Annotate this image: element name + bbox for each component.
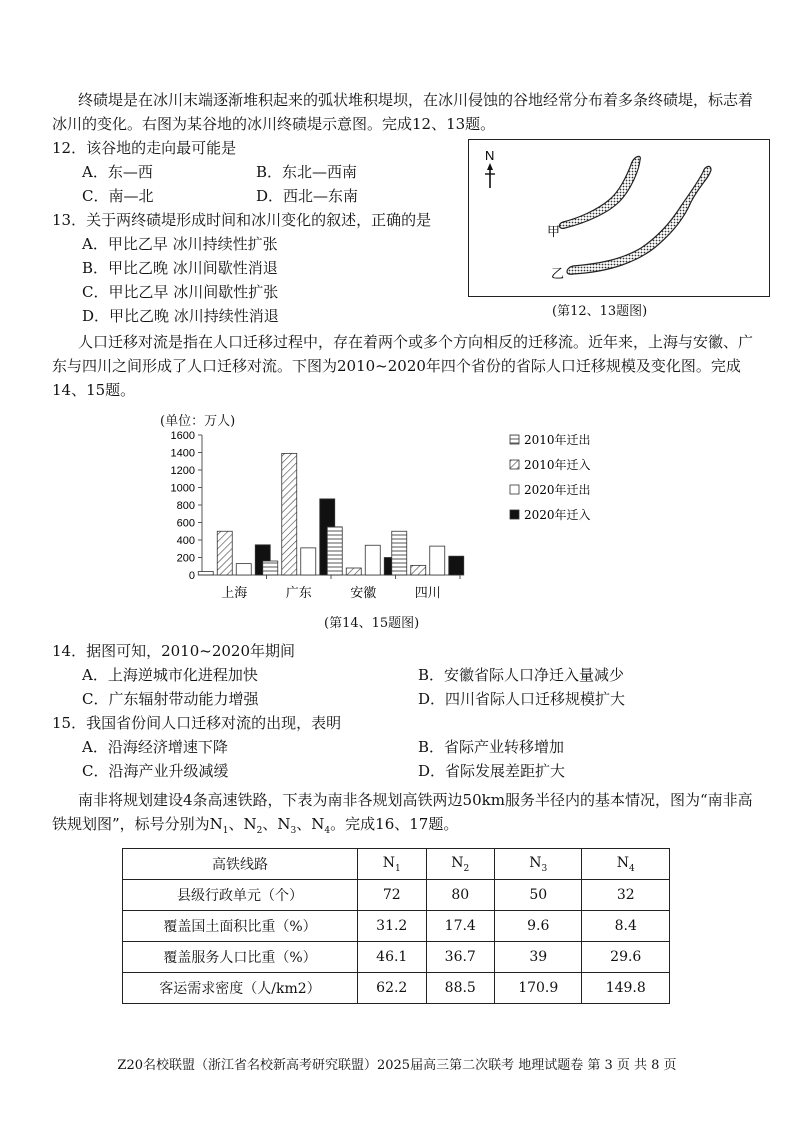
page-footer: Z20名校联盟（浙江省名校新高考研究联盟）2025届高三第二次联考 地理试题卷 第 3 页 共 8 页 xyxy=(117,1058,677,1073)
table-cell: 8.4 xyxy=(582,911,670,942)
table-cell: 80 xyxy=(426,880,495,911)
bar-1 xyxy=(263,561,278,575)
table-cell: 29.6 xyxy=(582,942,670,973)
migration-bar-chart xyxy=(150,425,650,605)
q15-option-a[interactable]: A．沿海经济增速下降 xyxy=(82,738,228,756)
table-row xyxy=(123,942,670,973)
table-header-cell: $N_4$ xyxy=(582,849,670,880)
y-tick-label: 1400 xyxy=(170,447,195,460)
label-yi: 乙 xyxy=(551,267,565,282)
q15-option-c[interactable]: C．沿海产业升级减缓 xyxy=(82,762,229,780)
table-header-cell: $N_3$ xyxy=(495,849,582,880)
q12-option-b[interactable]: B．东北—西南 xyxy=(256,163,358,181)
y-tick-label: 1200 xyxy=(170,465,195,477)
y-tick-label: 200 xyxy=(176,552,195,565)
bar-2 xyxy=(411,565,426,575)
y-tick-label: 800 xyxy=(176,500,195,512)
bar-1 xyxy=(392,531,407,575)
bar-1 xyxy=(198,572,213,576)
high-speed-rail-table xyxy=(122,848,670,1004)
table-row xyxy=(123,880,670,911)
q12-stem: 12．该谷地的走向最可能是 xyxy=(52,139,237,157)
legend-label: 2010年迁入 xyxy=(524,458,591,472)
bar-4 xyxy=(449,556,464,575)
q15-option-b[interactable]: B．省际产业转移增加 xyxy=(418,738,565,756)
q14-option-d[interactable]: D．四川省际人口迁移规模扩大 xyxy=(418,690,626,708)
q14-option-b[interactable]: B．安徽省际人口净迁入量减少 xyxy=(418,666,625,684)
q13-stem: 13．关于两终碛堤形成时间和冰川变化的叙述，正确的是 xyxy=(52,211,432,229)
intro-16-17: 南非将规划建设4条高速铁路，下表为南非各规划高铁两边50km服务半径内的基本情况，图为“南非高铁规划图”，标号分别为$N_1$、$N_2$、$N_3$、$N_4$。完成16、17题。 xyxy=(52,791,753,836)
table-cell: 覆盖国土面积比重（%） xyxy=(123,911,358,942)
bar-2 xyxy=(282,453,297,575)
chart-unit-label: (单位：万人) xyxy=(160,414,236,429)
intro-14-15: 人口迁移对流是指在人口迁移过程中，存在着两个或多个方向相反的迁移流。近年来，上海与安徽、广东与四川之间形成了人口迁移对流。下图为2010~2020年四个省份的省际人口迁移规模及变化图。完成14、15题。 xyxy=(52,333,754,399)
x-tick-label: 广东 xyxy=(285,586,312,601)
legend-label: 2020年迁出 xyxy=(524,483,591,497)
figure-14-15-caption: (第14、15题图) xyxy=(324,616,420,631)
x-tick-label: 上海 xyxy=(221,586,248,601)
bar-3 xyxy=(365,545,380,575)
q13-option-c[interactable]: C．甲比乙早 冰川间歇性扩张 xyxy=(82,283,279,301)
q12-option-a[interactable]: A．东—西 xyxy=(82,163,153,181)
legend-swatch xyxy=(510,435,519,444)
table-cell: 客运需求密度（人/km2） xyxy=(123,973,358,1004)
table-cell: 17.4 xyxy=(426,911,495,942)
table-cell: 72 xyxy=(358,880,427,911)
intro-16-17-b: 完成16、17题。 xyxy=(345,815,459,833)
table-cell: 31.2 xyxy=(358,911,427,942)
bar-3 xyxy=(301,548,316,575)
bar-2 xyxy=(217,531,232,575)
moraine-map xyxy=(469,140,769,296)
table-header-cell: $N_1$ xyxy=(358,849,427,880)
q14-option-c[interactable]: C．广东辐射带动能力增强 xyxy=(82,690,259,708)
y-tick-label: 0 xyxy=(188,570,195,582)
north-label: N xyxy=(485,148,495,163)
table-cell: 170.9 xyxy=(495,973,582,1004)
table-cell: 46.1 xyxy=(358,942,427,973)
bar-1 xyxy=(327,527,342,575)
table-cell: 9.6 xyxy=(495,911,582,942)
north-arrow-icon xyxy=(485,163,495,188)
table-header-cell: $N_2$ xyxy=(426,849,495,880)
intro-16-17-a: 南非将规划建设4条高速铁路，下表为南非各规划高铁两边50km服务半径内的基本情况，图为“南非高铁规划图”，标号分别为N xyxy=(52,791,753,833)
legend-swatch xyxy=(510,510,519,519)
table-row xyxy=(123,973,670,1004)
table-cell: 149.8 xyxy=(582,973,670,1004)
intro-12-13: 终碛堤是在冰川末端逐渐堆积起来的弧状堆积堤坝，在冰川侵蚀的谷地经常分布着多条终碛堤，标志着冰川的变化。右图为某谷地的冰川终碛堤示意图。完成12、13题。 xyxy=(52,91,754,133)
moraine-figure xyxy=(468,139,770,297)
table-cell: 32 xyxy=(582,880,670,911)
legend-swatch xyxy=(510,485,519,494)
q14-stem: 14．据图可知，2010~2020年期间 xyxy=(52,642,296,660)
q13-option-d[interactable]: D．甲比乙晚 冰川持续性消退 xyxy=(82,307,279,325)
bar-3 xyxy=(430,546,445,575)
q12-option-d[interactable]: D．西北—东南 xyxy=(256,187,359,205)
table-row xyxy=(123,911,670,942)
table-cell: 县级行政单元（个） xyxy=(123,880,358,911)
legend-label: 2020年迁入 xyxy=(524,508,591,522)
q12-option-c[interactable]: C．南—北 xyxy=(82,187,154,205)
table-header-row xyxy=(123,849,670,880)
x-tick-label: 四川 xyxy=(414,586,441,601)
y-tick-label: 600 xyxy=(176,517,195,530)
y-tick-label: 1000 xyxy=(170,482,195,495)
table-cell: 50 xyxy=(495,880,582,911)
legend-swatch xyxy=(510,460,519,469)
figure-12-13-caption: (第12、13题图) xyxy=(552,304,648,319)
q14-option-a[interactable]: A．上海逆城市化进程加快 xyxy=(82,666,258,684)
y-tick-label: 1600 xyxy=(170,430,195,442)
table-cell: 36.7 xyxy=(426,942,495,973)
q15-stem: 15．我国省份间人口迁移对流的出现，表明 xyxy=(52,714,342,732)
bar-2 xyxy=(346,568,361,575)
legend-label: 2010年迁出 xyxy=(524,433,591,447)
label-jia: 甲 xyxy=(547,225,561,240)
bar-3 xyxy=(236,564,251,575)
table-header-cell: 高铁线路 xyxy=(123,849,358,880)
x-tick-label: 安徽 xyxy=(350,586,377,601)
table-cell: 覆盖服务人口比重（%） xyxy=(123,942,358,973)
table-cell: 62.2 xyxy=(358,973,427,1004)
table-cell: 88.5 xyxy=(426,973,495,1004)
q15-option-d[interactable]: D．省际发展差距扩大 xyxy=(418,762,566,780)
q13-option-b[interactable]: B．甲比乙晚 冰川间歇性消退 xyxy=(82,259,278,277)
y-tick-label: 400 xyxy=(176,535,195,547)
q13-option-a[interactable]: A．甲比乙早 冰川持续性扩张 xyxy=(82,235,278,253)
moraine-jia xyxy=(559,156,640,228)
table-cell: 39 xyxy=(495,942,582,973)
